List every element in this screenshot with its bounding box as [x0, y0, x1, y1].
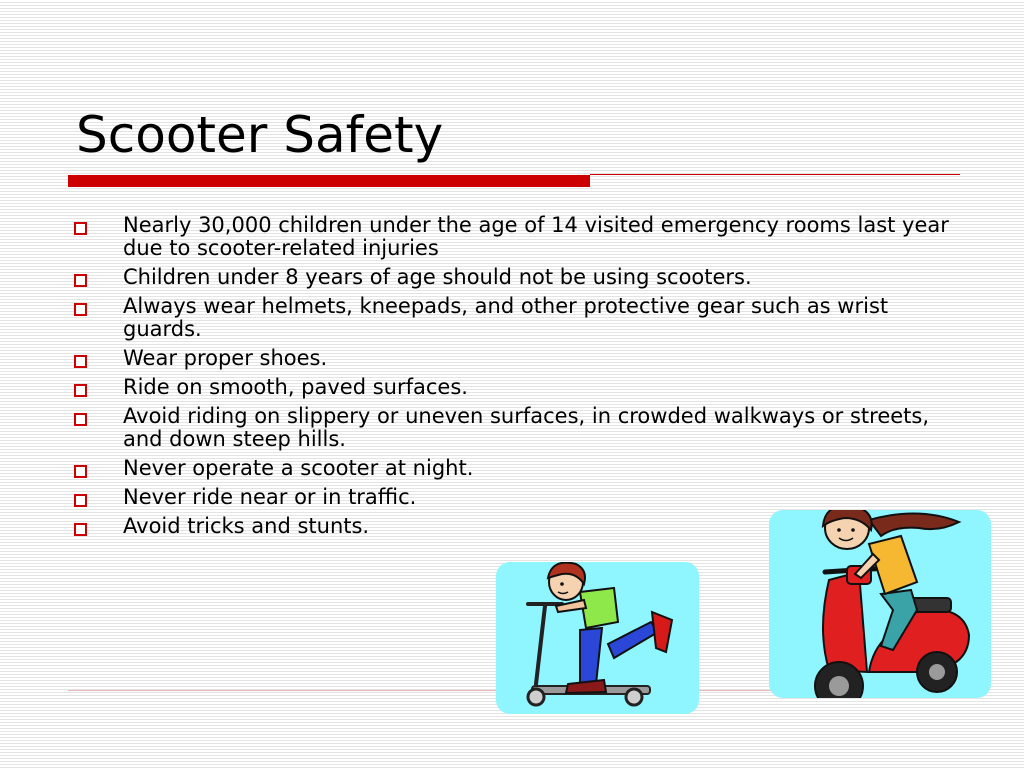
bullet-list: [70, 214, 950, 544]
square-bullet-icon: [74, 274, 87, 287]
bullet-text: Avoid tricks and stunts.: [123, 514, 370, 538]
square-bullet-icon: [74, 222, 87, 235]
square-bullet-icon: [74, 494, 87, 507]
bullet-text: Wear proper shoes.: [123, 346, 328, 370]
square-bullet-icon: [74, 384, 87, 397]
boy-on-kick-scooter-icon: [496, 562, 699, 714]
girl-scooter-clipart: [769, 510, 991, 698]
square-bullet-icon: [74, 355, 87, 368]
bullet-item: [70, 214, 950, 260]
bullet-text: Children under 8 years of age should not be using scooters.: [123, 265, 752, 289]
title-underline-thin: [590, 174, 960, 175]
bullet-text: Avoid riding on slippery or uneven surfaces, in crowded walkways or streets, and down steep hills.: [123, 404, 930, 451]
bullet-text: Never operate a scooter at night.: [123, 456, 474, 480]
girl-on-motor-scooter-icon: [769, 510, 991, 698]
square-bullet-icon: [74, 413, 87, 426]
square-bullet-icon: [74, 465, 87, 478]
slide-title: Scooter Safety: [76, 106, 444, 164]
bullet-text: Never ride near or in traffic.: [123, 485, 417, 509]
bullet-item: [70, 457, 950, 480]
boy-scooter-clipart: [496, 562, 699, 714]
bullet-item: [70, 266, 950, 289]
bullet-text: Always wear helmets, kneepads, and other protective gear such as wrist guards.: [123, 294, 889, 341]
bullet-item: [70, 295, 950, 341]
bullet-text: Nearly 30,000 children under the age of 14 visited emergency rooms last year due to scooter-related injuries: [123, 213, 949, 260]
title-underline-thick: [68, 175, 590, 187]
bullet-item: [70, 405, 950, 451]
bullet-item: [70, 347, 950, 370]
square-bullet-icon: [74, 303, 87, 316]
bullet-item: [70, 376, 950, 399]
bullet-text: Ride on smooth, paved surfaces.: [123, 375, 468, 399]
bullet-item: [70, 486, 950, 509]
square-bullet-icon: [74, 523, 87, 536]
